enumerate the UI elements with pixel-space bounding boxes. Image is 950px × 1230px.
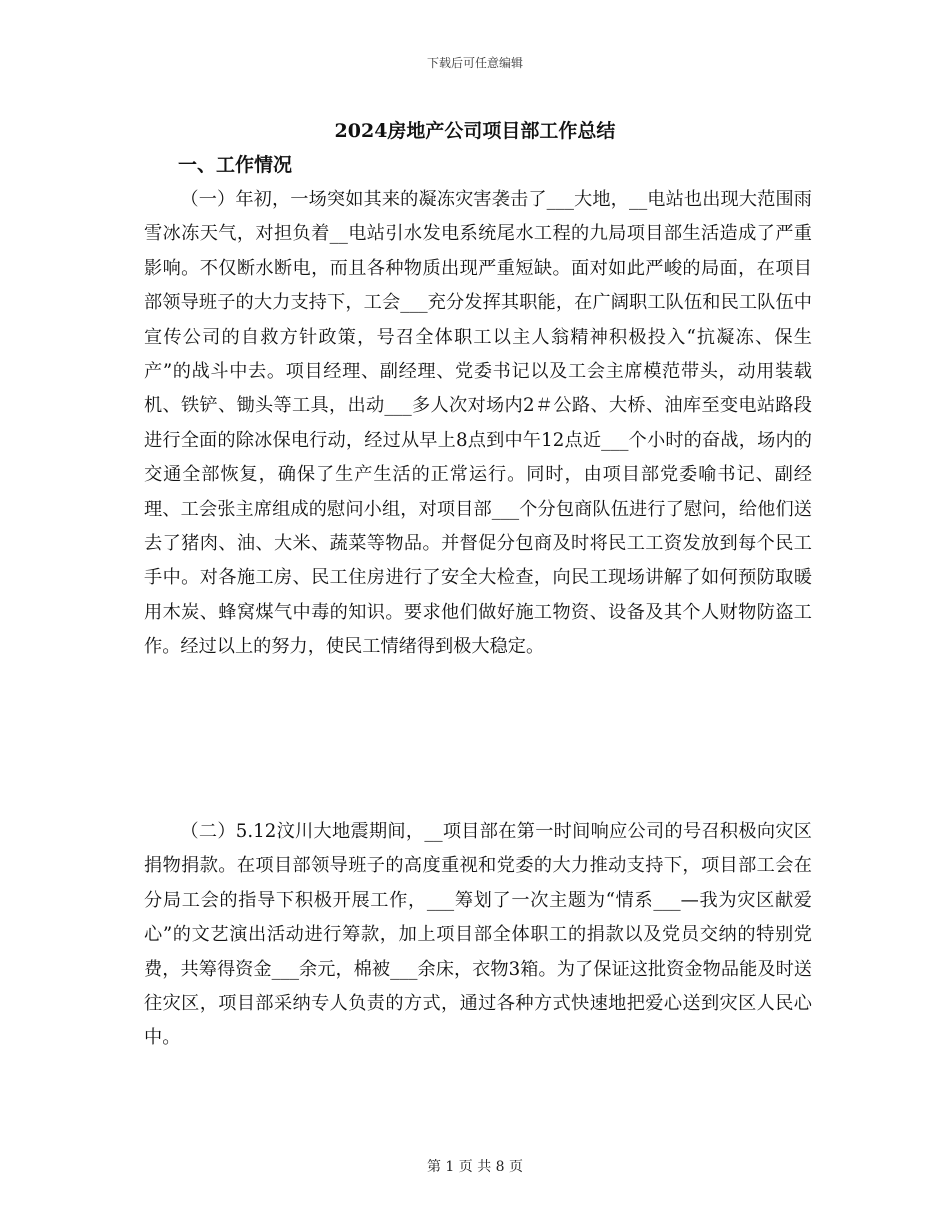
paragraph-1: （一）年初，一场突如其来的凝冻灾害袭击了___大地，__电站也出现大范围雨雪冰冻天气，对担负着__电站引水发电系统尾水工程的九局项目部生活造成了严重影响。不仅断水断电，而且各种物质出现严重短缺。面对如此严峻的局面，在项目部领导班子的大力支持下，工会___充分发挥其职能，在广阔职工队伍和民工队伍中宣传公司的自救方针政策，号召全体职工以主人翁精神积极投入“抗凝冻、保生产”的战斗中去。项目经理、副经理、党委书记以及工会主席模范带头，动用装载机、铁铲、锄头等工具，出动___多人次对场内2＃公路、大桥、油库至变电站路段进行全面的除冰保电行动，经过从早上8点到中午12点近___个小时的奋战，场内的交通全部恢复，确保了生产生活的正常运行。同时，由项目部党委喻书记、副经理、工会张主席组成的慰问小组，对项目部___个分包商队伍进行了慰问，给他们送去了猪肉、油、大米、蔬菜等物品。并督促分包商及时将民工工资发放到每个民工手中。对各施工房、民工住房进行了安全大检查，向民工现场讲解了如何预防取暖用木炭、蜂窝煤气中毒的知识。要求他们做好施工物资、设备及其个人财物防盗工作。经过以上的努力，使民工情绪得到极大稳定。 <box>144 189 812 658</box>
paragraph-2: （二）5.12汶川大地震期间，__项目部在第一时间响应公司的号召积极向灾区捐物捐款。在项目部领导班子的高度重视和党委的大力推动支持下，项目部工会在分局工会的指导下积极开展工作，___筹划了一次主题为“情系___—我为灾区献爱心”的文艺演出活动进行筹款，加上项目部全体职工的捐款以及党员交纳的特别党费，共筹得资金___余元，棉被___余床，衣物3箱。为了保证这批资金物品能及时送往灾区，项目部采纳专人负责的方式，通过各种方式快速地把爱心送到灾区人民心中。 <box>144 821 812 1049</box>
document-title: 2024房地产公司项目部工作总结 <box>334 120 616 142</box>
page-footer: 第 1 页 共 8 页 <box>426 1159 524 1175</box>
header-note: 下载后可任意编辑 <box>426 56 523 70</box>
section-heading-work-status: 一、工作情况 <box>178 154 293 176</box>
